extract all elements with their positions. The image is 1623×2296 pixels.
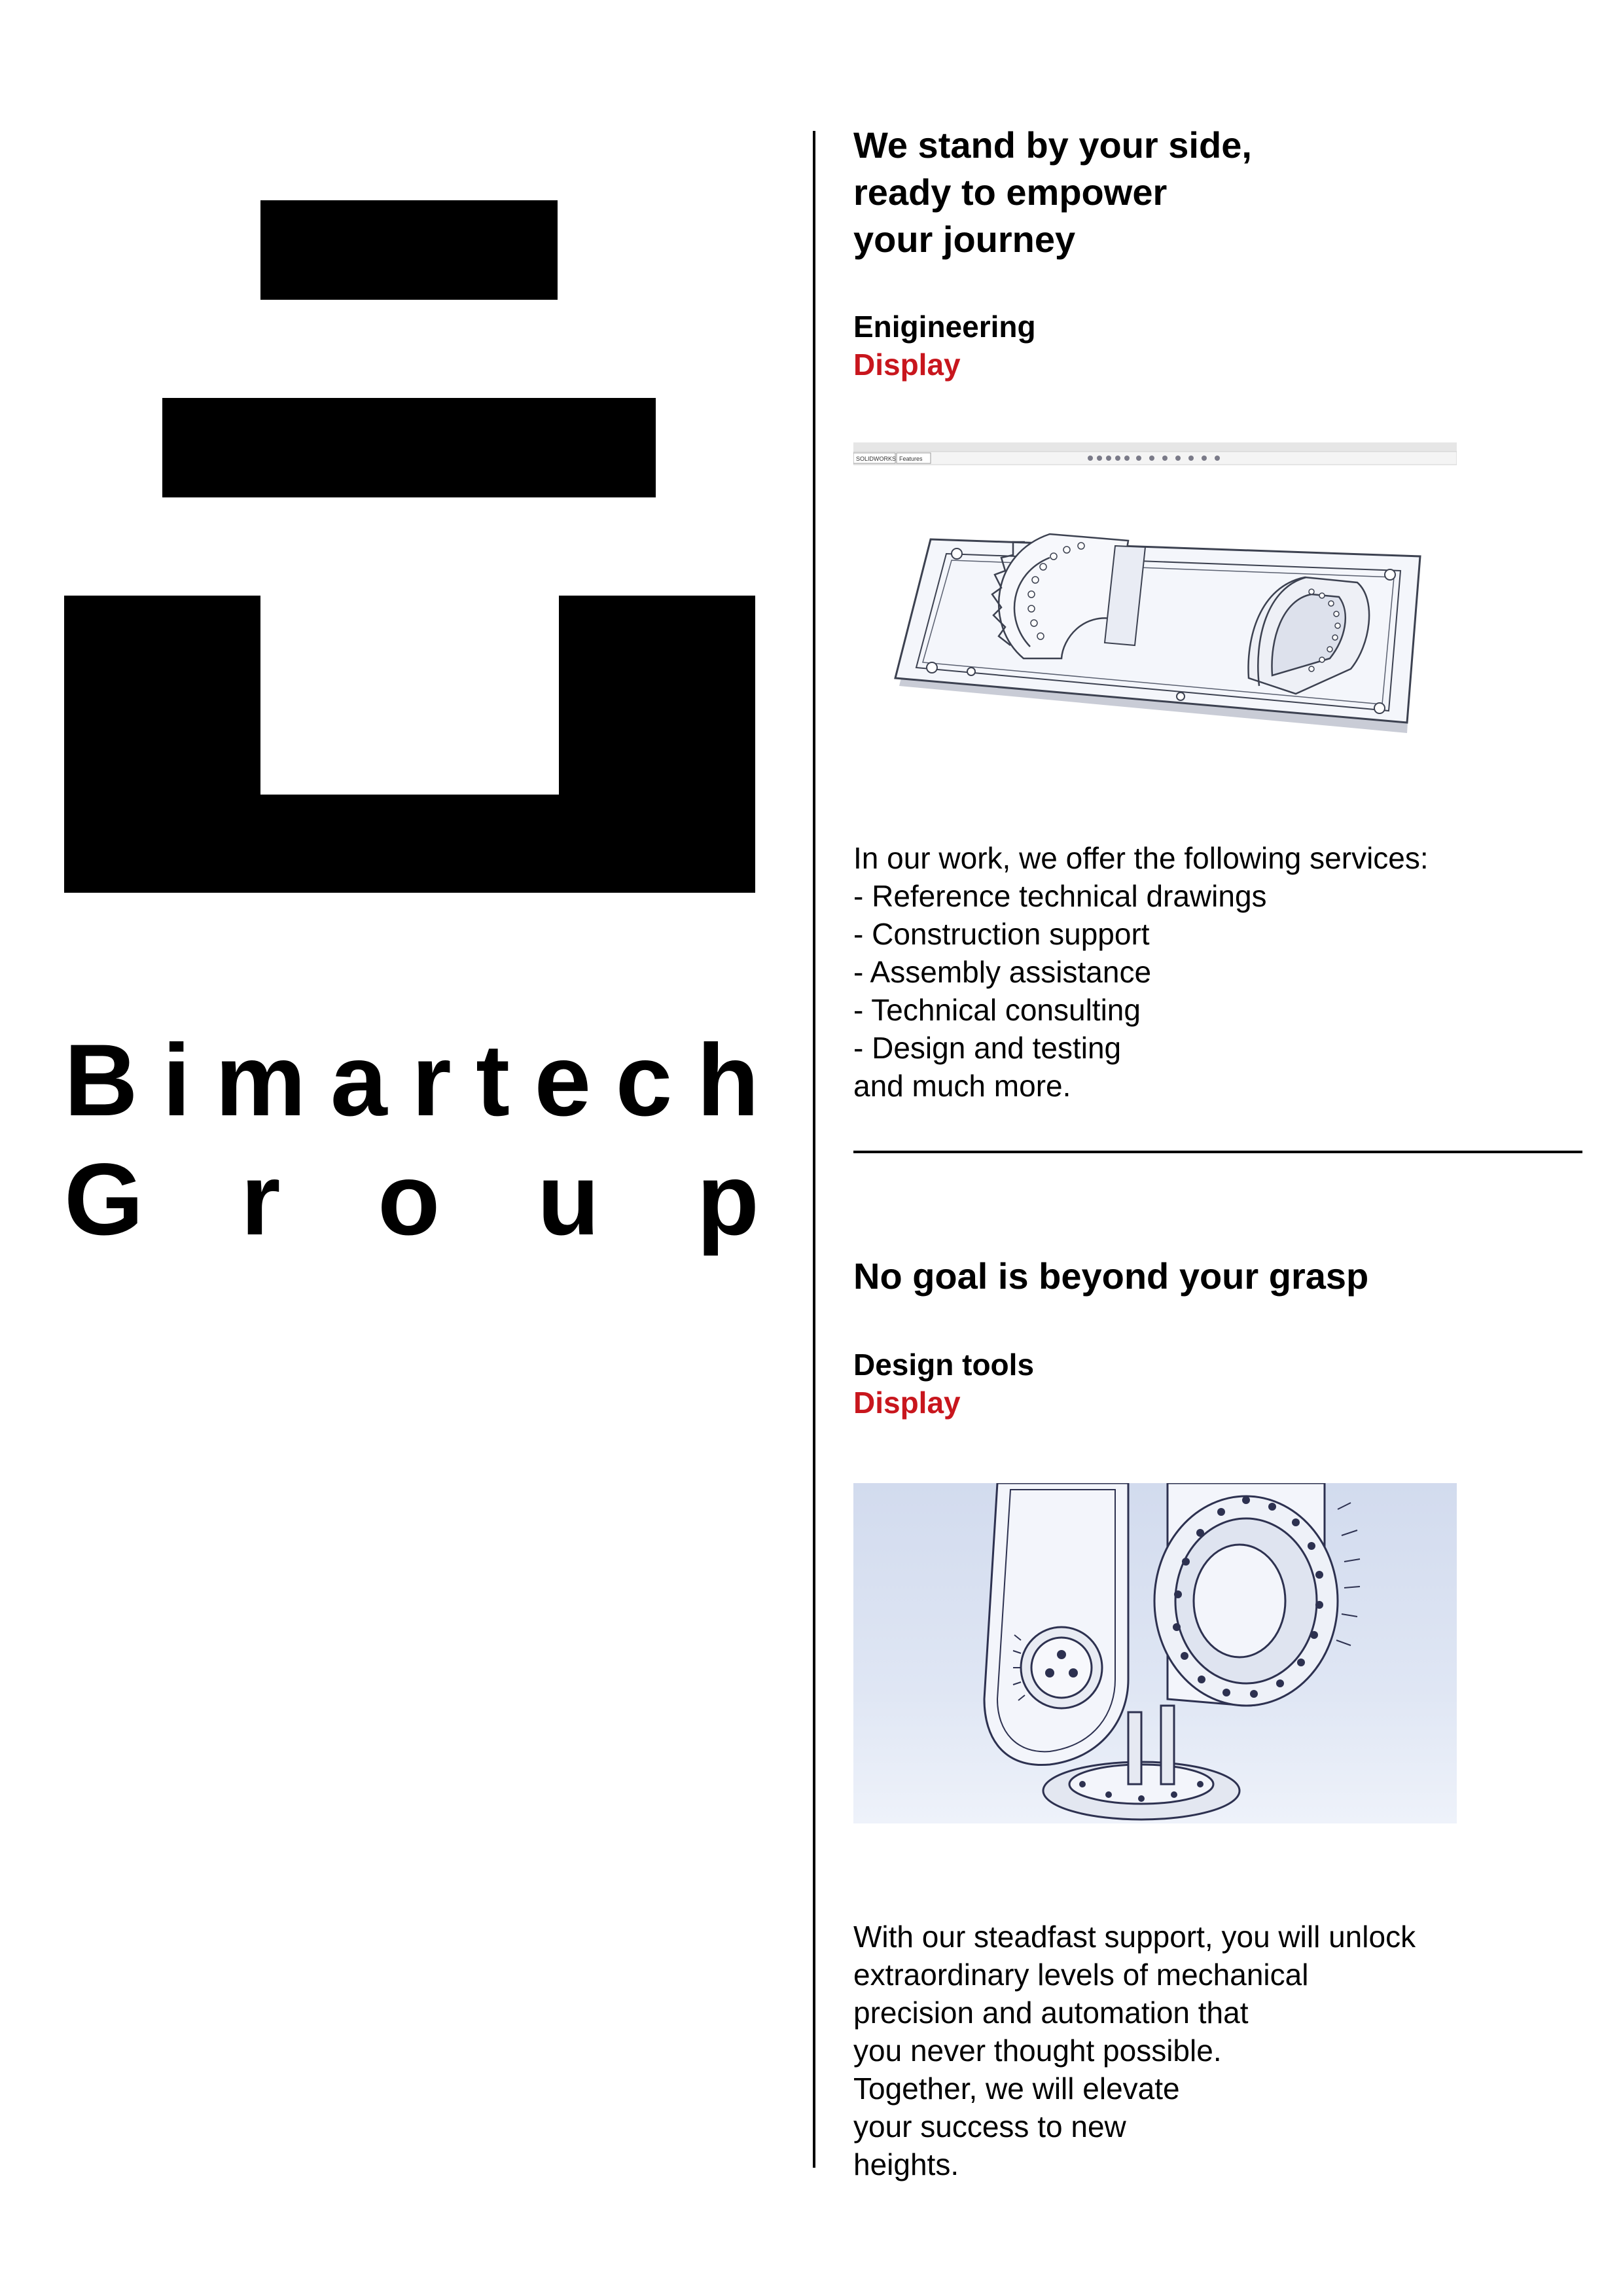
section1-display-accent: Display: [853, 348, 961, 382]
section2-label: [853, 1346, 1034, 1422]
brand-letter: o: [378, 1143, 440, 1257]
logo-cup-shape: [64, 596, 755, 893]
brand-letter: m: [215, 1024, 306, 1138]
section-separator: [853, 1151, 1582, 1153]
section1-heading: We stand by your side, ready to empower your journey: [853, 124, 1252, 260]
cad-toolbar-tab-2: Features: [899, 456, 923, 462]
brand-letter: B: [64, 1024, 138, 1138]
brand-letter: r: [240, 1143, 281, 1257]
section1-services-text: In our work, we offer the following services: - Reference technical drawings - Construction support - Assembly assistance - Technical consulting - Design and testing and much more.: [853, 841, 1429, 1103]
cad-plate-drawing: [853, 442, 1457, 750]
cad-assembly-image: [853, 1483, 1457, 1823]
section1-label-text: Enigineering: [853, 310, 1036, 344]
brand-line-1: [64, 1021, 759, 1140]
brand-line-2: [64, 1140, 759, 1259]
brand-letter: G: [64, 1143, 144, 1257]
brand-letter: p: [696, 1143, 759, 1257]
section2-display-accent: Display: [853, 1386, 961, 1420]
brand-letter: e: [534, 1024, 592, 1138]
section1-label: [853, 308, 1036, 384]
brand-letter: h: [696, 1024, 759, 1138]
brand-letter: i: [162, 1024, 191, 1138]
vertical-divider: [813, 131, 815, 2168]
cad-plate-image: [853, 442, 1457, 750]
brand-name: [64, 1021, 759, 1259]
section2-closing-text: With our steadfast support, you will unlock extraordinary levels of mechanical precision and automation that you never thought possible. Together, we will elevate your success to new heights.: [853, 1920, 1416, 2181]
brand-letter: r: [412, 1024, 452, 1138]
logo-bar-top: [260, 200, 558, 300]
brand-letter: u: [537, 1143, 600, 1257]
logo-bar-middle: [162, 398, 656, 497]
brand-letter: t: [476, 1024, 510, 1138]
section2-heading: No goal is beyond your grasp: [853, 1255, 1369, 1297]
section2-label-text: Design tools: [853, 1348, 1035, 1382]
cad-toolbar-tab: SOLIDWORKS: [856, 456, 897, 462]
brand-letter: a: [330, 1024, 387, 1138]
brand-letter: c: [615, 1024, 673, 1138]
cad-assembly-drawing: [853, 1483, 1457, 1823]
